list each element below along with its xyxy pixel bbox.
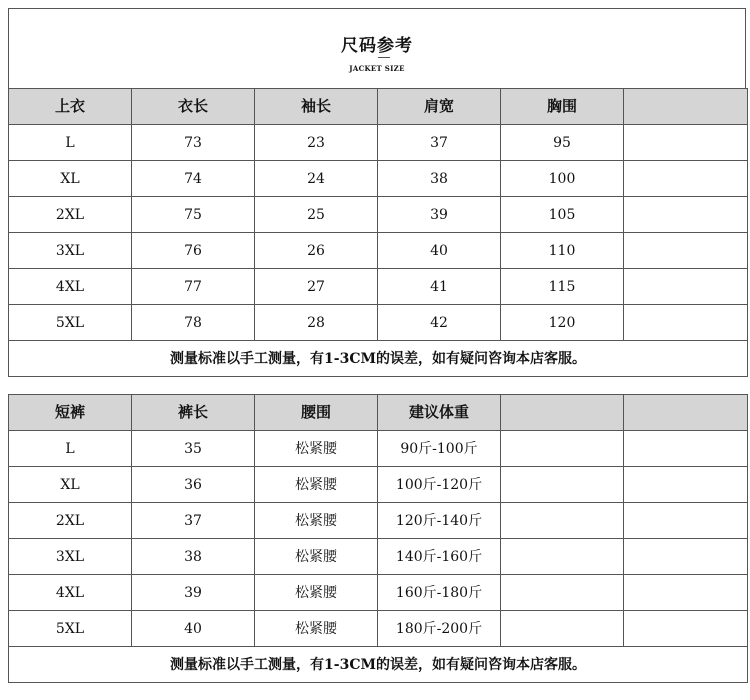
table-note-row <box>9 647 748 683</box>
table-cell: 2XL <box>9 197 132 233</box>
header-cell <box>624 89 748 125</box>
table-cell: XL <box>9 161 132 197</box>
header-cell: 上衣 <box>9 89 132 125</box>
table-cell <box>501 467 624 503</box>
table-cell <box>501 503 624 539</box>
measurement-note: 测量标准以手工测量，有1-3CM的误差，如有疑问咨询本店客服。 <box>9 647 748 683</box>
table-cell: 26 <box>255 233 378 269</box>
page-subtitle: JACKET SIZE <box>349 64 405 73</box>
table-cell: XL <box>9 467 132 503</box>
table-cell: L <box>9 125 132 161</box>
table-cell: 115 <box>501 269 624 305</box>
table-row <box>9 575 748 611</box>
table-cell: L <box>9 431 132 467</box>
table-cell <box>624 161 748 197</box>
table-cell: 78 <box>132 305 255 341</box>
table-cell: 5XL <box>9 611 132 647</box>
table-cell: 39 <box>132 575 255 611</box>
table-cell: 90斤-100斤 <box>378 431 501 467</box>
table-row <box>9 161 748 197</box>
table-cell <box>501 575 624 611</box>
table-cell: 5XL <box>9 305 132 341</box>
measurement-note: 测量标准以手工测量，有1-3CM的误差，如有疑问咨询本店客服。 <box>9 341 748 377</box>
table-cell: 73 <box>132 125 255 161</box>
table-cell: 2XL <box>9 503 132 539</box>
table-cell: 38 <box>132 539 255 575</box>
table-cell <box>624 431 748 467</box>
page-title: 尺码参考 <box>341 36 413 56</box>
table-cell <box>624 575 748 611</box>
table-cell: 40 <box>132 611 255 647</box>
header-cell: 裤长 <box>132 395 255 431</box>
header-cell: 胸围 <box>501 89 624 125</box>
table-cell: 23 <box>255 125 378 161</box>
header-cell: 短裤 <box>9 395 132 431</box>
title-divider <box>378 57 390 58</box>
table-cell: 3XL <box>9 233 132 269</box>
table-cell: 75 <box>132 197 255 233</box>
table-cell: 100斤-120斤 <box>378 467 501 503</box>
table-cell: 180斤-200斤 <box>378 611 501 647</box>
table-cell: 40 <box>378 233 501 269</box>
table-row <box>9 539 748 575</box>
table-cell <box>501 431 624 467</box>
table-cell: 76 <box>132 233 255 269</box>
table-cell: 105 <box>501 197 624 233</box>
table-cell: 28 <box>255 305 378 341</box>
pants-size-table <box>8 394 748 683</box>
table-cell: 110 <box>501 233 624 269</box>
table-cell: 37 <box>132 503 255 539</box>
table-cell: 120斤-140斤 <box>378 503 501 539</box>
table-row <box>9 503 748 539</box>
table-cell: 140斤-160斤 <box>378 539 501 575</box>
table-cell: 77 <box>132 269 255 305</box>
header-cell: 建议体重 <box>378 395 501 431</box>
table-row <box>9 305 748 341</box>
table-cell: 松紧腰 <box>255 503 378 539</box>
table-cell: 松紧腰 <box>255 467 378 503</box>
table-cell: 25 <box>255 197 378 233</box>
table-cell: 4XL <box>9 269 132 305</box>
table-cell <box>624 539 748 575</box>
table-cell: 4XL <box>9 575 132 611</box>
table-cell: 100 <box>501 161 624 197</box>
table-cell: 36 <box>132 467 255 503</box>
table-row <box>9 125 748 161</box>
table-cell: 74 <box>132 161 255 197</box>
table-cell: 3XL <box>9 539 132 575</box>
table-cell: 95 <box>501 125 624 161</box>
table-cell: 27 <box>255 269 378 305</box>
header-cell: 腰围 <box>255 395 378 431</box>
table-cell: 35 <box>132 431 255 467</box>
table-cell: 松紧腰 <box>255 539 378 575</box>
table-cell <box>501 611 624 647</box>
table-cell: 42 <box>378 305 501 341</box>
table-row <box>9 233 748 269</box>
title-banner <box>8 8 746 88</box>
header-cell <box>501 395 624 431</box>
table-cell: 160斤-180斤 <box>378 575 501 611</box>
table-cell: 松紧腰 <box>255 431 378 467</box>
table-row <box>9 467 748 503</box>
table-cell: 24 <box>255 161 378 197</box>
table-cell: 37 <box>378 125 501 161</box>
jacket-size-table <box>8 88 748 377</box>
table-cell <box>624 125 748 161</box>
table-header-row <box>9 89 748 125</box>
header-cell: 袖长 <box>255 89 378 125</box>
table-cell <box>501 539 624 575</box>
table-row <box>9 431 748 467</box>
table-row <box>9 611 748 647</box>
table-cell <box>624 269 748 305</box>
table-cell: 39 <box>378 197 501 233</box>
table-cell <box>624 503 748 539</box>
table-cell: 120 <box>501 305 624 341</box>
header-cell: 肩宽 <box>378 89 501 125</box>
table-cell: 松紧腰 <box>255 611 378 647</box>
header-cell: 衣长 <box>132 89 255 125</box>
table-cell: 41 <box>378 269 501 305</box>
table-cell <box>624 233 748 269</box>
table-cell <box>624 197 748 233</box>
table-note-row <box>9 341 748 377</box>
table-cell <box>624 305 748 341</box>
table-cell <box>624 611 748 647</box>
table-cell <box>624 467 748 503</box>
table-header-row <box>9 395 748 431</box>
table-row <box>9 269 748 305</box>
header-cell <box>624 395 748 431</box>
table-cell: 38 <box>378 161 501 197</box>
table-row <box>9 197 748 233</box>
table-cell: 松紧腰 <box>255 575 378 611</box>
